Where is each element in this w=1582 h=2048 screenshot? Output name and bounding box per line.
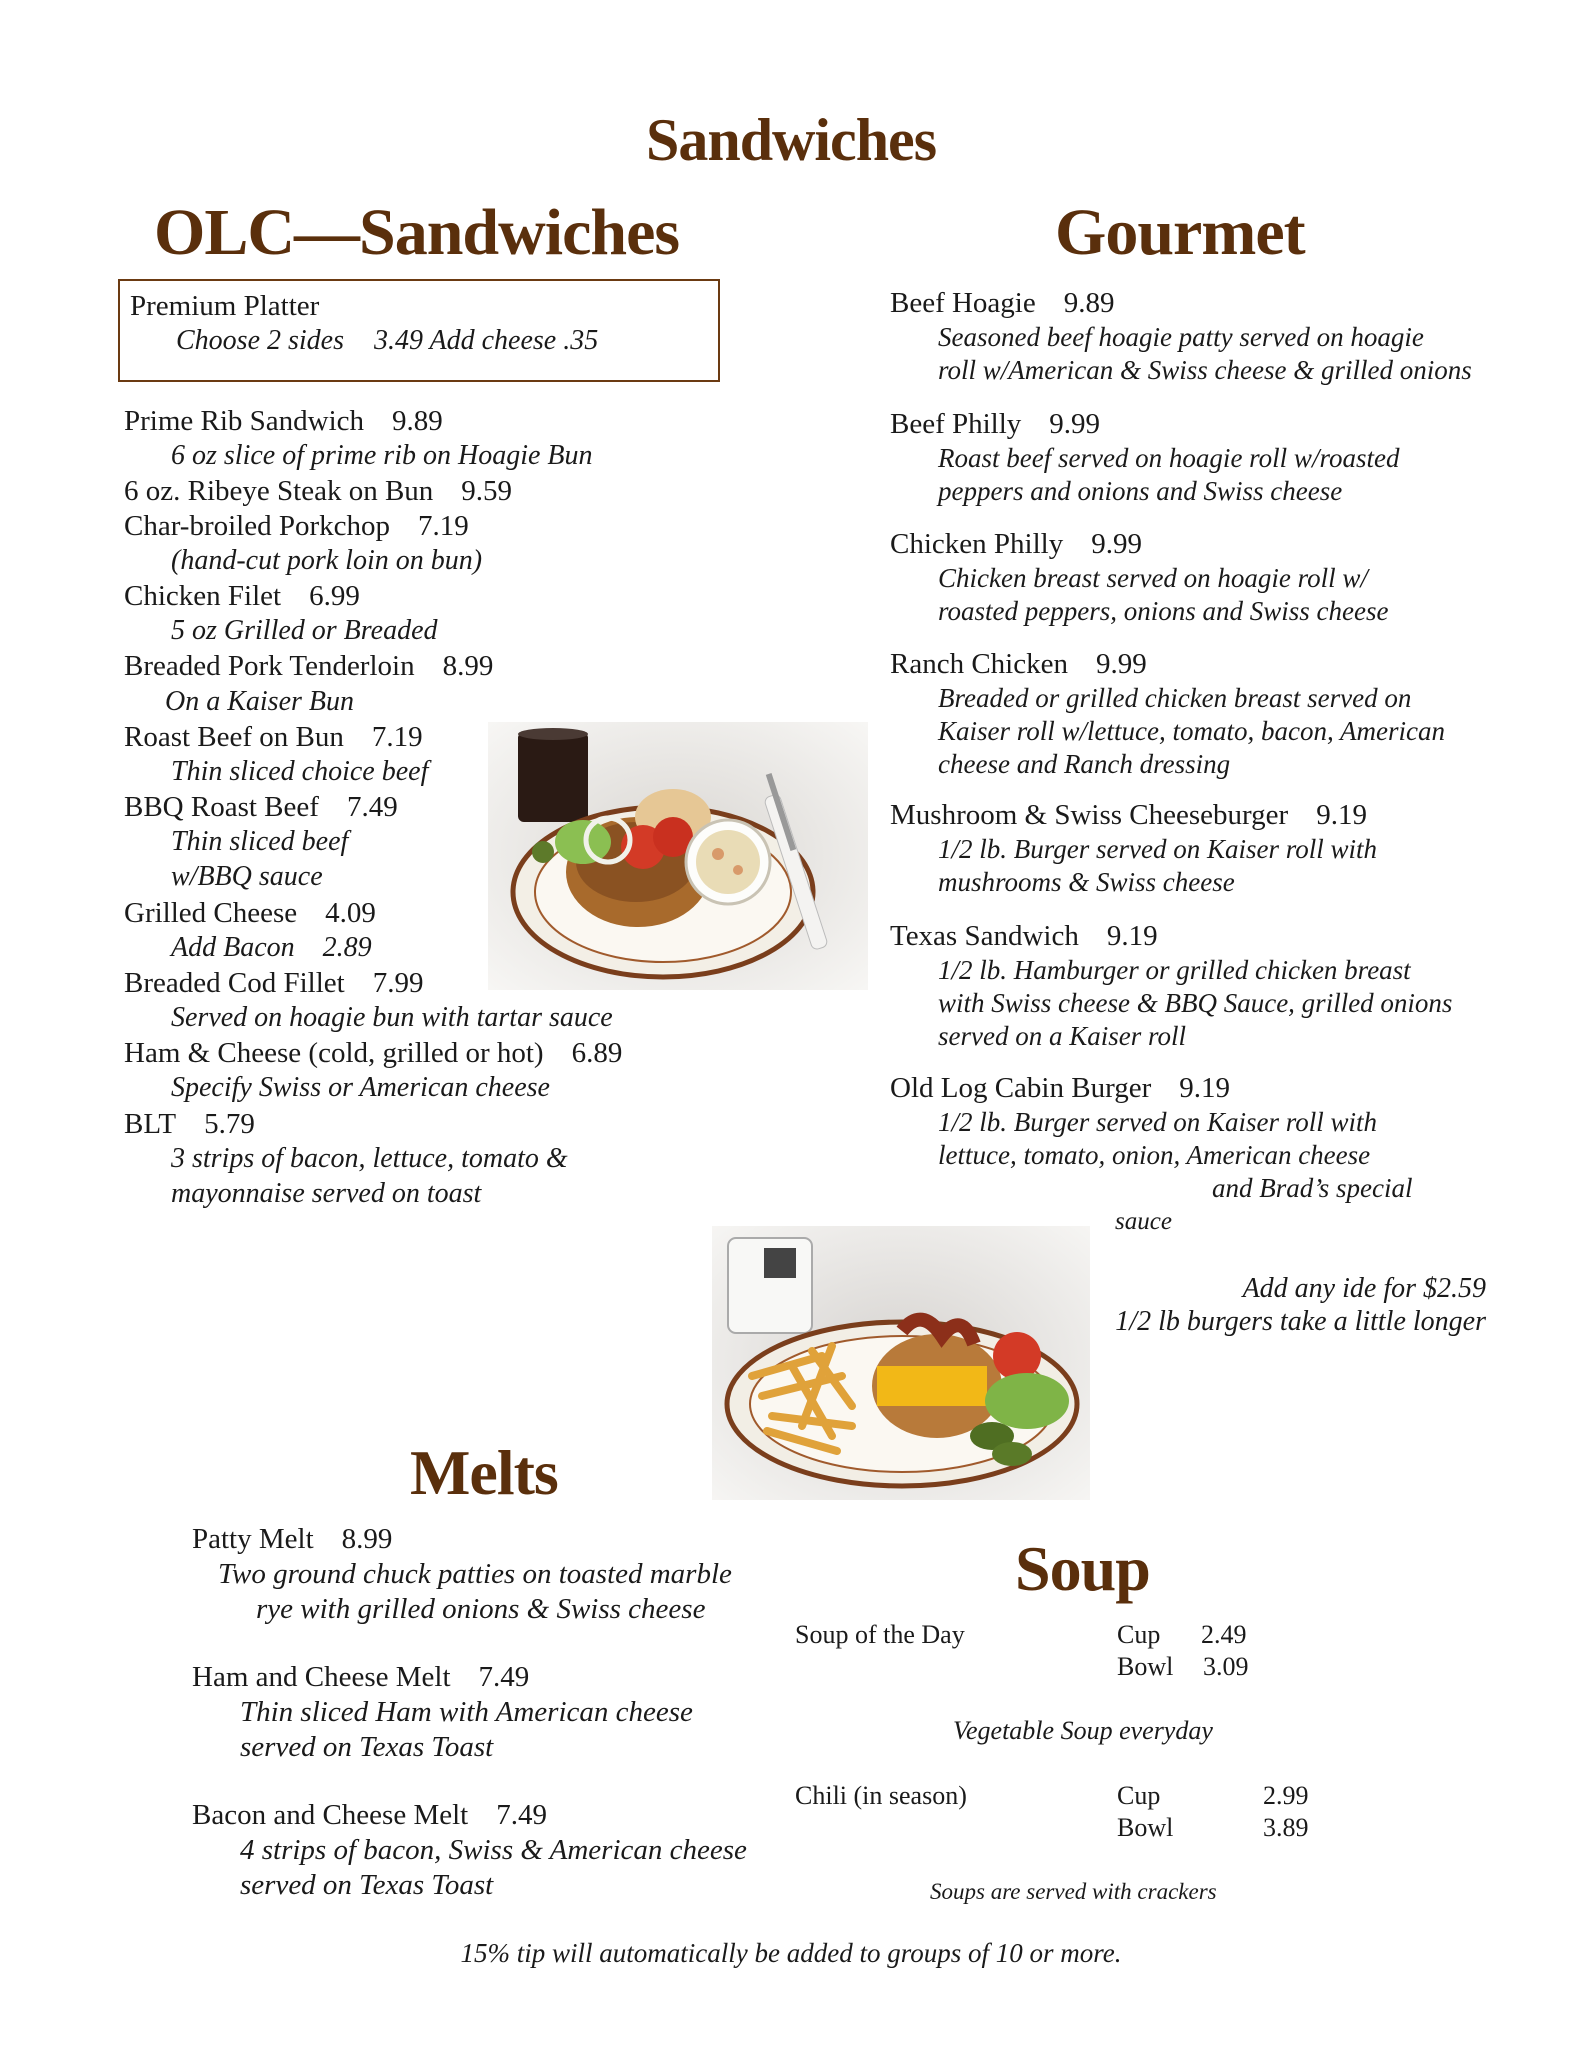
item-price: 9.99 [1091,528,1142,560]
gourmet-heading: Gourmet [1055,196,1305,269]
item-name: Mushroom & Swiss Cheeseburger [890,799,1289,831]
item-desc-text: and Brad’s special [1212,1173,1413,1203]
item-desc-text: lettuce, tomato, onion, American cheese [938,1140,1371,1170]
menu-item [124,404,443,439]
crackers-note: Soups are served with crackers [930,1879,1217,1904]
item-desc-text: Roast beef served on hoagie roll w/roasted [938,443,1400,473]
menu-item-desc [171,1001,613,1034]
menu-item-desc [938,475,1342,508]
item-desc-text: cheese and Ranch dressing [938,749,1231,779]
menu-item-desc [938,954,1411,987]
soup-of-day-bowl-label: Bowl [1117,1652,1174,1681]
item-desc-text: served on Texas Toast [240,1731,494,1763]
chili-name: Chili (in season) [795,1781,967,1810]
item-name: Breaded Pork Tenderloin [124,650,415,682]
item-desc-text: 1/2 lb. Hamburger or grilled chicken breast [938,955,1411,985]
item-desc-text: 5 oz Grilled or Breaded [171,615,438,646]
platter-line [176,324,598,357]
soup-of-day-cup-price: 2.49 [1201,1620,1247,1649]
menu-item-desc [938,321,1424,354]
menu-item-desc [938,595,1388,628]
item-desc-text: (hand-cut pork loin on bun) [171,545,483,576]
item-price: 6.99 [309,580,360,612]
item-desc-text: rye with grilled onions & Swiss cheese [256,1593,706,1625]
menu-item [124,509,469,544]
item-name: Texas Sandwich [890,920,1079,952]
menu-item-desc [256,1593,705,1626]
item-desc-text: sauce [1115,1208,1172,1235]
item-price: 7.49 [346,791,398,823]
soup-of-day-cup-label: Cup [1117,1620,1161,1649]
item-name: Beef Hoagie [890,287,1036,319]
menu-item-desc [938,987,1452,1020]
item-desc-text: Kaiser roll w/lettuce, tomato, bacon, American [938,716,1445,746]
vegetable-soup-note: Vegetable Soup everyday [953,1716,1213,1745]
item-price: 9.89 [1063,287,1115,319]
item-price: 2.89 [322,932,372,963]
item-desc-text: w/BBQ sauce [171,861,323,892]
item-desc-text: Two ground chuck patties on toasted marble [218,1558,732,1590]
item-desc-text: peppers and onions and Swiss cheese [938,476,1343,506]
item-desc-text: roasted peppers, onions and Swiss cheese [938,596,1389,626]
burger-fries-photo [712,1226,1090,1500]
menu-item [192,1660,529,1695]
item-desc-text: 3 strips of bacon, lettuce, tomato & [171,1143,568,1174]
menu-item-desc [938,442,1399,475]
item-desc-text: 1/2 lb. Burger served on Kaiser roll with [938,1107,1377,1137]
menu-item [124,790,398,825]
sandwich-plate-photo [488,722,868,990]
menu-item [192,1798,547,1833]
menu-item [890,407,1100,442]
item-price: 9.59 [461,475,513,507]
item-name: Roast Beef on Bun [124,721,344,753]
item-price: 9.19 [1179,1072,1230,1104]
menu-item-desc [938,866,1235,899]
menu-item-desc [1115,1205,1172,1238]
chili-bowl-price: 3.89 [1263,1813,1309,1842]
menu-item [890,286,1115,321]
menu-item-desc [240,1834,747,1867]
item-price: 7.19 [371,721,423,753]
chili-cup-price: 2.99 [1263,1781,1309,1810]
item-price: 9.99 [1095,648,1147,680]
item-desc-text: with Swiss cheese & BBQ Sauce, grilled onions [938,988,1453,1018]
menu-item [124,720,423,755]
item-name: BBQ Roast Beef [124,791,319,823]
menu-item-desc [171,1071,550,1104]
menu-item-desc [218,1558,732,1591]
item-name: Beef Philly [890,408,1022,440]
item-name: Grilled Cheese [124,897,298,929]
item-desc-text: Specify Swiss or American cheese [171,1072,550,1103]
menu-item-desc [240,1869,493,1902]
gourmet-note-side: Add any ide for $2.59 [1242,1273,1486,1304]
menu-item-desc [171,439,593,472]
item-name: BLT [124,1108,177,1140]
footer-tip-note: 15% tip will automatically be added to groups of 10 or more. [460,1938,1122,1968]
item-desc-text: 1/2 lb. Burger served on Kaiser roll with [938,834,1377,864]
menu-item-desc [938,1139,1370,1172]
item-name: Ham & Cheese (cold, grilled or hot) [124,1037,544,1069]
item-price: 6.89 [571,1037,623,1069]
menu-item-desc [938,715,1445,748]
item-name: 6 oz. Ribeye Steak on Bun [124,475,434,507]
item-name: Breaded Cod Fillet [124,967,345,999]
item-desc-text: Seasoned beef hoagie patty served on hoagie [938,322,1424,352]
item-price: 7.19 [418,510,469,542]
menu-item-desc [171,860,323,893]
menu-item-desc [938,562,1368,595]
item-desc-text: roll w/American & Swiss cheese & grilled onions [938,355,1472,385]
item-desc-text: mushrooms & Swiss cheese [938,867,1235,897]
menu-item-desc [171,1177,481,1210]
item-desc-text: Thin sliced beef [171,826,349,857]
item-name: Ham and Cheese Melt [192,1661,451,1693]
item-name: Prime Rib Sandwich [124,405,365,437]
menu-item [890,798,1367,833]
item-price: 5.79 [204,1108,255,1140]
menu-item-desc [171,544,482,577]
item-price: 9.89 [392,405,443,437]
item-desc-text: Chicken breast served on hoagie roll w/ [938,563,1368,593]
item-price: 9.99 [1049,408,1101,440]
platter-extra: Add cheese .35 [429,325,599,356]
menu-item-desc [240,1696,693,1729]
item-name: Patty Melt [192,1523,314,1555]
gourmet-note-longer: 1/2 lb burgers take a little longer [1115,1306,1486,1337]
item-desc-text: Served on hoagie bun with tartar sauce [171,1002,613,1033]
platter-sides: Choose 2 sides [176,325,344,356]
item-desc-text: Breaded or grilled chicken breast served on [938,683,1412,713]
olc-heading: OLC—Sandwiches [154,196,680,269]
soup-heading: Soup [1015,1533,1150,1604]
menu-item [890,919,1158,954]
item-name: Ranch Chicken [890,648,1068,680]
menu-item-desc [171,931,372,964]
item-name: Char-broiled Porkchop [124,510,390,542]
menu-item-desc [938,1020,1186,1053]
item-price: 9.19 [1106,920,1158,952]
menu-item-desc [165,685,354,718]
soup-of-day-name: Soup of the Day [795,1620,965,1649]
item-price: 7.49 [478,1661,530,1693]
item-price: 9.19 [1316,799,1367,831]
melts-heading: Melts [410,1437,558,1508]
item-desc-text: Thin sliced Ham with American cheese [240,1696,693,1728]
item-desc-text: 4 strips of bacon, Swiss & American cheese [240,1834,747,1866]
item-name: Old Log Cabin Burger [890,1072,1152,1104]
soup-of-day-bowl-price: 3.09 [1203,1652,1249,1681]
item-price: 8.99 [341,1523,393,1555]
menu-item-desc [938,682,1411,715]
menu-item [124,966,423,1001]
item-price: 7.99 [372,967,424,999]
menu-item-desc [938,1106,1377,1139]
menu-item [124,1036,622,1071]
menu-item-desc [171,825,348,858]
menu-item-desc [171,1142,568,1175]
item-desc-text: Thin sliced choice beef [171,756,429,787]
item-name: Bacon and Cheese Melt [192,1799,469,1831]
menu-item [124,896,376,931]
item-desc-text: 6 oz slice of prime rib on Hoagie Bun [171,440,593,471]
menu-item-desc [171,755,428,788]
menu-item-desc [171,614,438,647]
chili-bowl-label: Bowl [1117,1813,1174,1842]
menu-item-desc [938,354,1472,387]
item-desc-text: served on a Kaiser roll [938,1021,1186,1051]
item-desc-text: Add Bacon [171,932,295,963]
item-desc-text: mayonnaise served on toast [171,1178,482,1209]
item-desc-text: On a Kaiser Bun [165,686,354,717]
menu-item [890,647,1147,682]
menu-item-desc [938,748,1230,781]
page-title: Sandwiches [645,107,937,173]
premium-platter-box [118,279,720,382]
menu-item [124,579,360,614]
item-name: Chicken Philly [890,528,1064,560]
menu-item-desc [240,1731,493,1764]
platter-price: 3.49 [374,325,423,356]
menu-item [124,474,512,509]
menu-item [124,649,493,684]
menu-item [890,527,1142,562]
menu-item-desc [938,833,1377,866]
item-price: 7.49 [496,1799,547,1831]
item-price: 8.99 [442,650,494,682]
platter-name: Premium Platter [130,290,320,322]
chili-cup-label: Cup [1117,1781,1161,1810]
item-name: Chicken Filet [124,580,282,612]
item-price: 4.09 [325,897,376,929]
menu-item [890,1071,1230,1106]
menu-item-desc [1212,1172,1413,1205]
menu-item [124,1107,255,1142]
item-desc-text: served on Texas Toast [240,1869,494,1901]
menu-item [192,1522,392,1557]
